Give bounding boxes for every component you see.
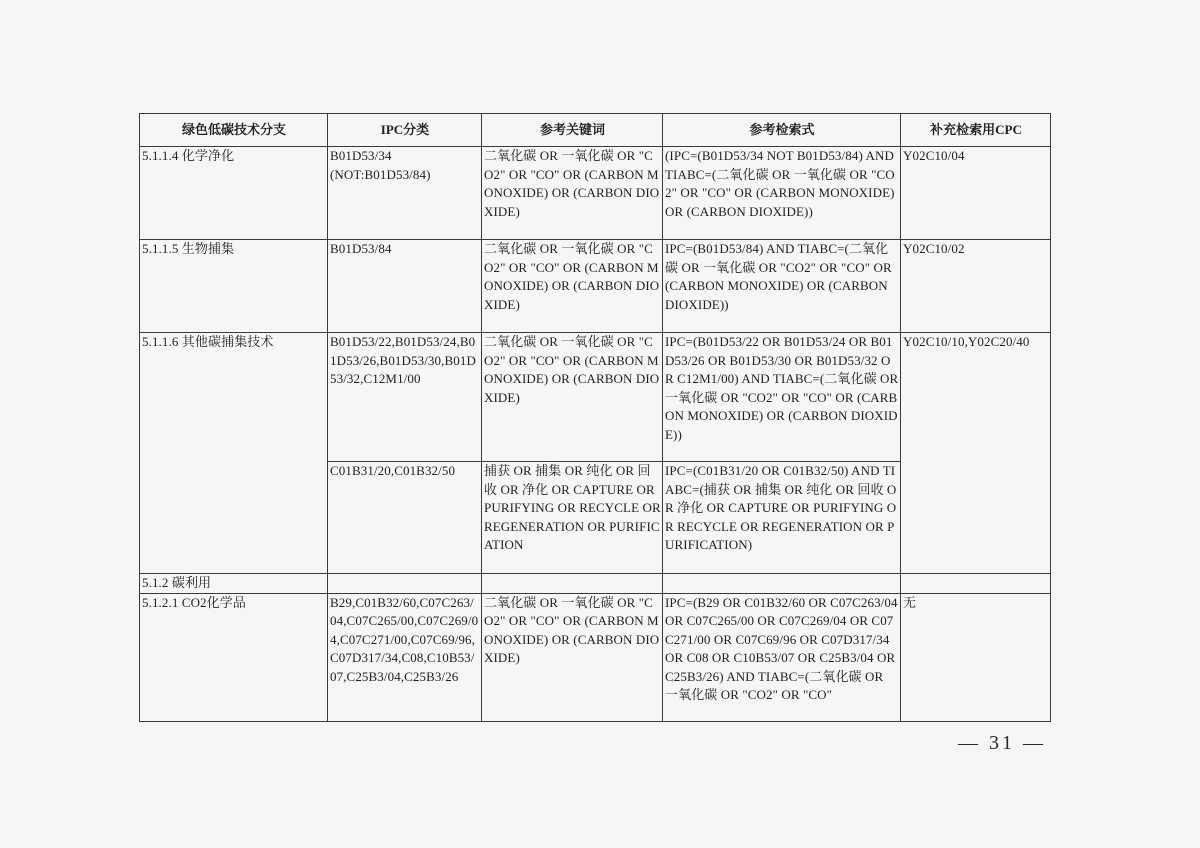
branch-cell: 5.1.1.4 化学净化	[140, 147, 328, 240]
keywords-cell: 二氧化碳 OR 一氧化碳 OR "CO2" OR "CO" OR (CARBON MONOXIDE) OR (CARBON DIOXIDE)	[482, 147, 663, 240]
cpc-cell: Y02C10/04	[901, 147, 1051, 240]
ipc-cell: B01D53/34 (NOT:B01D53/84)	[328, 147, 482, 240]
keywords-cell: 二氧化碳 OR 一氧化碳 OR "CO2" OR "CO" OR (CARBON MONOXIDE) OR (CARBON DIOXIDE)	[482, 593, 663, 721]
cpc-cell: 无	[901, 593, 1051, 721]
cpc-cell: Y02C10/02	[901, 240, 1051, 333]
empty-cell	[328, 574, 482, 594]
query-cell: (IPC=(B01D53/34 NOT B01D53/84) AND TIABC=(二氧化碳 OR 一氧化碳 OR "CO2" OR "CO" OR (CARBON MONOXIDE) OR (CARBON DIOXIDE))	[663, 147, 901, 240]
header-keywords: 参考关键词	[482, 114, 663, 147]
ipc-cell: B01D53/22,B01D53/24,B01D53/26,B01D53/30,B01D53/32,C12M1/00	[328, 333, 482, 462]
cpc-cell: Y02C10/10,Y02C20/40	[901, 333, 1051, 574]
header-ipc: IPC分类	[328, 114, 482, 147]
header-cpc: 补充检索用CPC	[901, 114, 1051, 147]
table-row	[140, 240, 1051, 333]
ipc-cell: B29,C01B32/60,C07C263/04,C07C265/00,C07C269/04,C07C271/00,C07C69/96,C07D317/34,C08,C10B53/07,C25B3/04,C25B3/26	[328, 593, 482, 721]
empty-cell	[663, 574, 901, 594]
section-row	[140, 574, 1051, 594]
query-cell: IPC=(B01D53/84) AND TIABC=(二氧化碳 OR 一氧化碳 OR "CO2" OR "CO" OR (CARBON MONOXIDE) OR (CARBON DIOXIDE))	[663, 240, 901, 333]
branch-cell: 5.1.1.6 其他碳捕集技术	[140, 333, 328, 574]
header-branch: 绿色低碳技术分支	[140, 114, 328, 147]
ipc-cell: B01D53/84	[328, 240, 482, 333]
branch-cell: 5.1.2.1 CO2化学品	[140, 593, 328, 721]
retrieval-table	[139, 113, 1051, 722]
table-header-row	[140, 114, 1051, 147]
table-row	[140, 593, 1051, 721]
query-cell: IPC=(B01D53/22 OR B01D53/24 OR B01D53/26 OR B01D53/30 OR B01D53/32 OR C12M1/00) AND TIABC=(二氧化碳 OR 一氧化碳 OR "CO2" OR "CO" OR (CARBON MONOXIDE) OR (CARBON DIOXIDE))	[663, 333, 901, 462]
empty-cell	[482, 574, 663, 594]
query-cell: IPC=(B29 OR C01B32/60 OR C07C263/04 OR C07C265/00 OR C07C269/04 OR C07C271/00 OR C07C69/96 OR C07D317/34 OR C08 OR C10B53/07 OR C25B3/04 OR C25B3/26) AND TIABC=(二氧化碳 OR 一氧化碳 OR "CO2" OR "CO"	[663, 593, 901, 721]
branch-cell: 5.1.1.5 生物捕集	[140, 240, 328, 333]
table-row	[140, 147, 1051, 240]
query-cell: IPC=(C01B31/20 OR C01B32/50) AND TIABC=(捕获 OR 捕集 OR 纯化 OR 回收 OR 净化 OR CAPTURE OR PURIFYING OR RECYCLE OR REGENERATION OR PURIFICATION)	[663, 462, 901, 574]
keywords-cell: 二氧化碳 OR 一氧化碳 OR "CO2" OR "CO" OR (CARBON MONOXIDE) OR (CARBON DIOXIDE)	[482, 333, 663, 462]
empty-cell	[901, 574, 1051, 594]
ipc-cell: C01B31/20,C01B32/50	[328, 462, 482, 574]
keywords-cell: 捕获 OR 捕集 OR 纯化 OR 回收 OR 净化 OR CAPTURE OR PURIFYING OR RECYCLE OR REGENERATION OR PURIFICATION	[482, 462, 663, 574]
table-row	[140, 333, 1051, 462]
page-number: — 31 —	[958, 732, 1046, 754]
header-query: 参考检索式	[663, 114, 901, 147]
section-title: 5.1.2 碳利用	[140, 574, 328, 594]
keywords-cell: 二氧化碳 OR 一氧化碳 OR "CO2" OR "CO" OR (CARBON MONOXIDE) OR (CARBON DIOXIDE)	[482, 240, 663, 333]
